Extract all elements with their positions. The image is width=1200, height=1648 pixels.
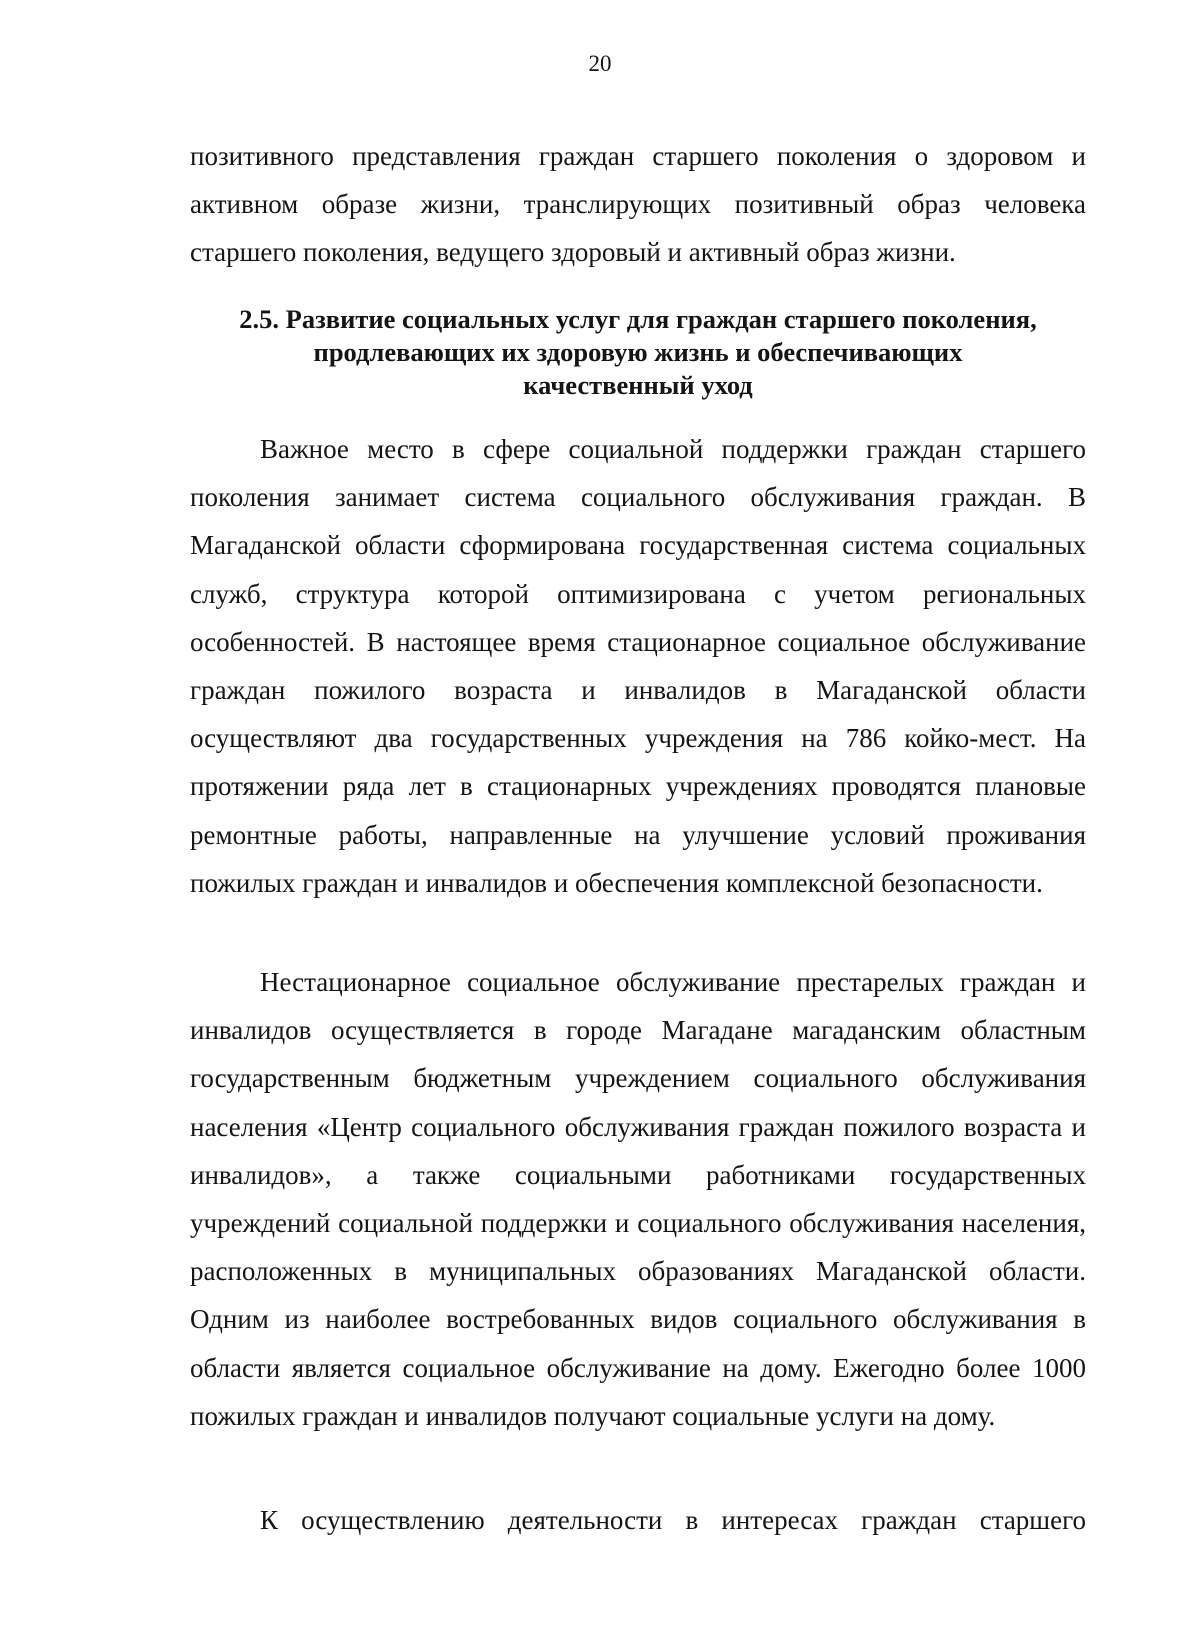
- paragraph-block-3: [190, 1496, 1086, 1544]
- page-number: 20: [588, 51, 612, 76]
- section-heading-line-1: 2.5. Развитие социальных услуг для граждан старшего поколения,: [239, 304, 1037, 334]
- continuation-paragraph-block: [190, 132, 1086, 277]
- section-heading-line-3: качественный уход: [523, 370, 753, 400]
- paragraph-block-2: [190, 958, 1086, 1440]
- paragraph-block-1: [190, 425, 1086, 907]
- section-heading-line-2: продлевающих их здоровую жизнь и обеспечивающих: [313, 337, 963, 367]
- paragraph-3: К осуществлению деятельности в интересах граждан старшего: [260, 1505, 1086, 1535]
- paragraph-2: Нестационарное социальное обслуживание престарелых граждан и инвалидов осуществляется в городе Магадане магаданским областным государственным бюджетным учреждением социального обслуживания населения «Центр социального обслуживания граждан пожилого возраста и инвалидов», а также социальными работниками государственных учреждений социальной поддержки и социального обслуживания населения, расположенных в муниципальных образованиях Магаданской области. Одним из наиболее востребованных видов социального обслуживания в области является социальное обслуживание на дому. Ежегодно более 1000 пожилых граждан и инвалидов получают социальные услуги на дому.: [190, 967, 1086, 1431]
- continuation-paragraph: позитивного представления граждан старшего поколения о здоровом и активном образе жизни, транслирующих позитивный образ человека старшего поколения, ведущего здоровый и активный образ жизни.: [190, 141, 1086, 268]
- section-heading: [190, 303, 1086, 402]
- paragraph-1: Важное место в сфере социальной поддержки граждан старшего поколения занимает система социального обслуживания граждан. В Магаданской области сформирована государственная система социальных служб, структура которой оптимизирована с учетом региональных особенностей. В настоящее время стационарное социальное обслуживание граждан пожилого возраста и инвалидов в Магаданской области осуществляют два государственных учреждения на 786 койко-мест. На протяжении ряда лет в стационарных учреждениях проводятся плановые ремонтные работы, направленные на улучшение условий проживания пожилых граждан и инвалидов и обеспечения комплексной безопасности.: [190, 434, 1086, 898]
